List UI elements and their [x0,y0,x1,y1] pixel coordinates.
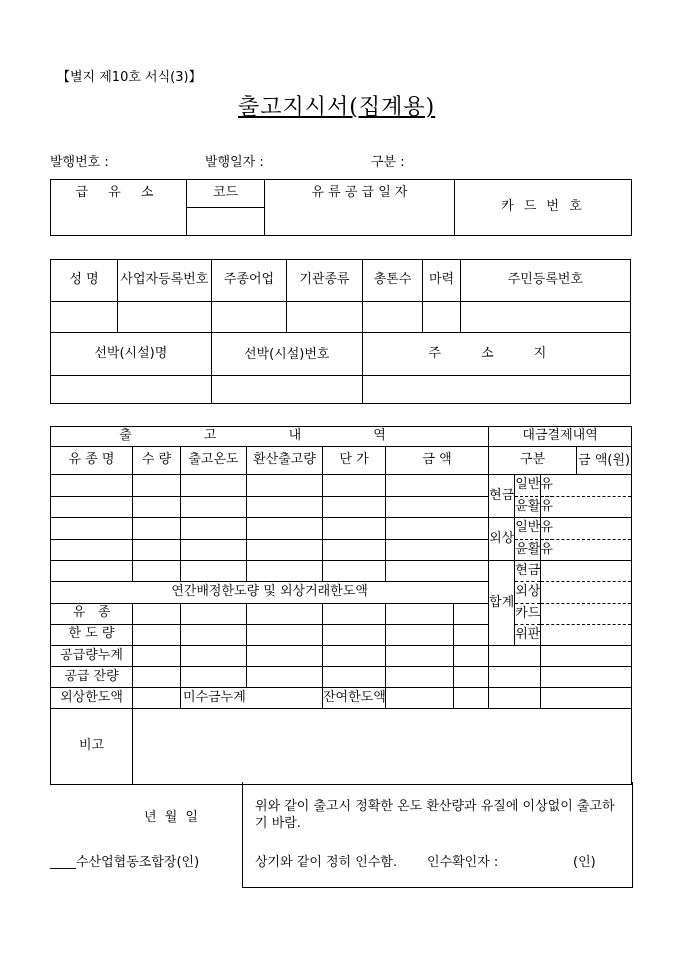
total-consign-amount[interactable] [541,624,632,645]
data-cell[interactable] [489,688,541,709]
ship-name-label: 선박(시설)명 [51,333,212,376]
data-cell[interactable] [133,646,181,667]
data-cell[interactable] [386,646,454,667]
data-cell[interactable] [323,475,386,497]
data-cell[interactable] [133,603,181,624]
credit-general-amount[interactable] [541,518,632,540]
data-cell[interactable] [247,518,323,540]
person-table [50,259,631,404]
data-cell[interactable] [454,667,489,688]
data-cell[interactable] [51,561,133,582]
station-value[interactable] [51,208,187,236]
data-cell[interactable] [133,624,181,645]
page-title: 출고지시서(집계용) [238,95,436,120]
data-cell[interactable] [323,667,386,688]
data-cell[interactable] [133,518,181,540]
name-label: 성 명 [51,260,118,302]
release-temp-header: 출고온도 [181,447,247,475]
address-label: 주 소 지 [362,333,630,376]
total-consign-label: 위판 [515,626,541,642]
chairman-label: ____수산업협동조합장(인) [50,855,200,870]
payment-block [489,475,553,518]
payment-details-header: 대금결제내역 [489,427,632,447]
data-cell[interactable] [247,475,323,497]
remarks-label: 비고 [51,709,133,785]
data-cell[interactable] [181,475,247,497]
data-cell[interactable] [489,667,541,688]
converted-qty-header: 환산출고량 [247,447,323,475]
data-cell[interactable] [323,646,386,667]
supply-remaining-label: 공급 잔량 [51,667,133,688]
station-label: 급 유 소 [51,180,187,208]
supply-cumulative-label: 공급량누계 [51,646,133,667]
data-cell[interactable] [181,539,247,561]
data-cell[interactable] [247,603,323,624]
receiver-label: 인수확인자 : [427,855,499,870]
resident-number-cell[interactable] [460,302,630,333]
issue-number-label: 발행번호 : [50,155,109,170]
limit-qty-label: 한 도 량 [51,624,133,645]
data-cell[interactable] [454,624,489,645]
data-cell[interactable] [133,539,181,561]
credit-label: 외상 [489,518,515,560]
code-label: 코드 [187,180,265,208]
unit-price-header: 단 가 [323,447,386,475]
category-label: 구분 : [371,155,405,170]
total-credit-label: 외상 [515,582,540,603]
data-cell[interactable] [386,561,489,582]
cash-general-oil-label: 일반유 [515,475,553,497]
data-cell[interactable] [454,646,489,667]
data-cell[interactable] [386,475,489,497]
data-cell[interactable] [386,539,489,561]
total-tonnage-cell[interactable] [362,302,423,333]
total-tonnage-label: 총톤수 [362,260,423,302]
remarks-cell[interactable] [133,709,632,785]
cash-lubricant-amount[interactable] [541,496,632,518]
ship-name-cell[interactable] [51,376,212,404]
credit-lubricant-amount[interactable] [541,539,632,561]
business-number-label: 사업자등록번호 [118,260,212,302]
data-cell[interactable] [247,646,323,667]
data-cell[interactable] [386,603,454,624]
amount-won-label: 금 액(원) [576,447,631,474]
oil-kind-label: 유 종 [51,603,133,624]
data-cell[interactable] [323,518,386,540]
data-cell[interactable] [247,667,323,688]
engine-type-cell[interactable] [287,302,363,333]
cash-label: 현금 [489,475,515,517]
data-cell[interactable] [51,539,133,561]
data-cell[interactable] [454,603,489,624]
data-cell[interactable] [247,496,323,518]
data-cell[interactable] [386,667,454,688]
code-input[interactable] [187,208,265,236]
data-cell[interactable] [133,496,181,518]
data-cell[interactable] [133,561,181,582]
receipt-text: 상기와 같이 정히 인수함. [255,855,398,870]
horsepower-label: 마력 [423,260,460,302]
cash-lubricant-label: 윤활유 [515,498,553,514]
credit-lubricant-label: 윤활유 [515,541,553,557]
credit-block [489,518,553,561]
total-credit-amount[interactable] [541,582,632,603]
data-cell[interactable] [454,688,489,709]
main-fishery-label: 주종어업 [211,260,287,302]
data-cell[interactable] [51,518,133,540]
data-cell[interactable] [247,561,323,582]
footer-box [242,782,633,888]
data-cell[interactable] [386,496,489,518]
seal-label: (인) [573,855,596,870]
data-cell[interactable] [133,667,181,688]
data-cell[interactable] [323,603,386,624]
ship-number-label: 선박(시설)번호 [211,333,362,376]
business-number-cell[interactable] [118,302,212,333]
total-card-label: 카드 [515,604,540,625]
issue-date-label: 발행일자 : [205,155,264,170]
division-label: 구분 [520,452,546,468]
data-cell[interactable] [247,539,323,561]
card-number-label: 카 드 번 호 [455,180,632,236]
data-cell[interactable] [181,561,247,582]
data-cell[interactable] [541,646,632,667]
total-cash-amount[interactable] [541,561,632,582]
name-cell[interactable] [51,302,118,333]
statement-text: 위와 같이 출고시 정확한 온도 환산량과 유질에 이상없이 출고하기 바람. [255,799,615,831]
data-cell[interactable] [541,667,632,688]
remaining-limit-label: 잔여한도액 [323,688,386,709]
receivable-cumulative-label: 미수금누계 [181,688,323,709]
data-cell[interactable] [181,496,247,518]
horsepower-cell[interactable] [423,302,460,333]
data-cell[interactable] [181,624,247,645]
data-cell[interactable] [181,518,247,540]
total-cash-label: 현금 [515,561,540,582]
remaining-limit-cell[interactable] [386,688,454,709]
data-cell[interactable] [51,496,133,518]
division-header [489,447,632,475]
total-label: 합계 [489,561,515,645]
cash-general-amount[interactable] [541,475,632,497]
data-cell[interactable] [386,518,489,540]
data-cell[interactable] [323,624,386,645]
credit-limit-cell[interactable] [133,688,181,709]
ship-number-cell[interactable] [211,376,362,404]
credit-limit-label: 외상한도액 [51,688,133,709]
oil-type-header: 유 종 명 [51,447,133,475]
resident-number-label: 주민등록번호 [460,260,630,302]
supply-date-label: 유 류 공 급 일 자 [265,180,455,236]
data-cell[interactable] [181,646,247,667]
data-cell[interactable] [247,624,323,645]
date-label: 년 월 일 [144,810,200,825]
release-table [50,426,632,785]
data-cell[interactable] [133,475,181,497]
data-cell[interactable] [386,624,454,645]
form-label: 【별지 제10호 서식(3)】 [57,70,202,85]
limit-header: 연간배정한도량 및 외상거래한도액 [51,582,489,603]
total-card-amount[interactable] [541,603,632,624]
release-details-header: 출 고 내 역 [51,427,489,447]
data-cell[interactable] [181,667,247,688]
main-fishery-cell[interactable] [211,302,287,333]
station-table [50,179,632,236]
data-cell[interactable] [181,603,247,624]
quantity-header: 수 량 [133,447,181,475]
credit-general-oil-label: 일반유 [515,518,553,540]
engine-type-label: 기관종류 [287,260,363,302]
data-cell[interactable] [51,475,133,497]
total-block [489,561,541,646]
data-cell[interactable] [541,688,632,709]
data-cell[interactable] [489,646,541,667]
amount-header: 금 액 [386,447,489,475]
data-cell[interactable] [323,496,386,518]
address-cell[interactable] [362,376,630,404]
data-cell[interactable] [323,539,386,561]
data-cell[interactable] [323,561,386,582]
